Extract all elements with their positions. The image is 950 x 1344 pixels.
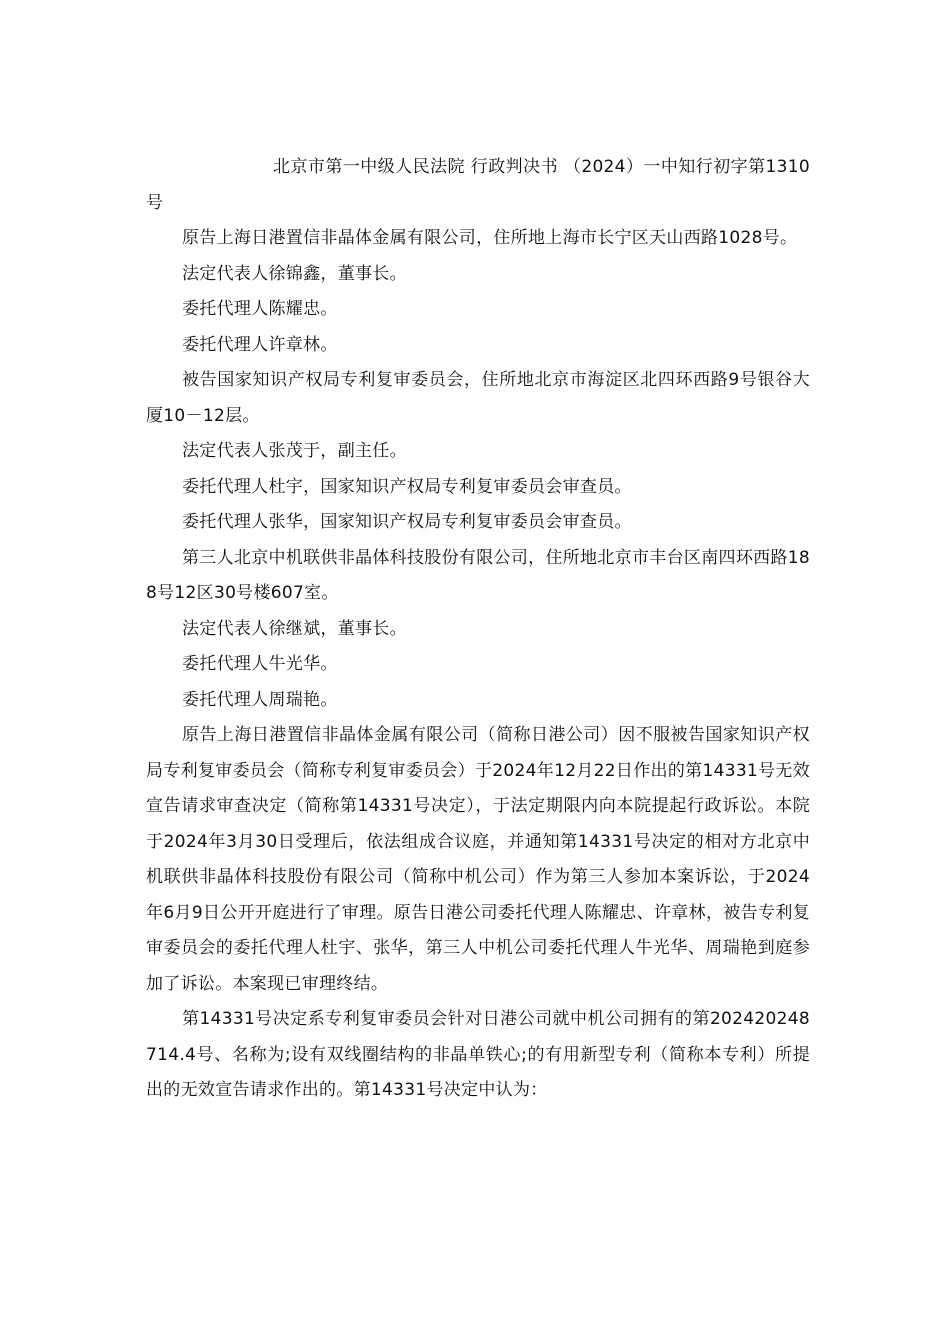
defendant-agent-1: 委托代理人杜宇，国家知识产权局专利复审委员会审查员。 — [182, 476, 632, 497]
decision-intro-paragraph: 第14331号决定系专利复审委员会针对日港公司就中机公司拥有的第202420248714.4号、名称为;设有双线圈结构的非晶单铁心;的有用新型专利（简称本专利）所提出的无效宣告请求作出的。第14331号决定中认为： — [146, 1009, 810, 1100]
plaintiff-agent-2: 委托代理人许章林。 — [182, 334, 338, 355]
document-body — [146, 150, 810, 1109]
third-party-agent-2: 委托代理人周瑞艳。 — [182, 689, 338, 710]
document-heading: 北京市第一中级人民法院 行政判决书 （2024）一中知行初字第1310号 — [146, 157, 810, 213]
case-history-paragraph: 原告上海日港置信非晶体金属有限公司（简称日港公司）因不服被告国家知识产权局专利复审委员会（简称专利复审委员会）于2024年12月22日作出的第14331号无效宣告请求审查决定（简称第14331号决定），于法定期限内向本院提起行政诉讼。本院于2024年3月30日受理后，依法组成合议庭，并通知第14331号决定的相对方北京中机联供非晶体科技股份有限公司（简称中机公司）作为第三人参加本案诉讼，于2024年6月9日公开开庭进行了审理。原告日港公司委托代理人陈耀忠、许章林，被告专利复审委员会的委托代理人杜宇、张华，第三人中机公司委托代理人牛光华、周瑞艳到庭参加了诉讼。本案现已审理终结。 — [146, 725, 810, 994]
plaintiff-legal-rep: 法定代表人徐锦鑫，董事长。 — [182, 263, 407, 284]
defendant-paragraph: 被告国家知识产权局专利复审委员会，住所地北京市海淀区北四环西路9号银谷大厦10－12层。 — [146, 370, 810, 426]
defendant-legal-rep: 法定代表人张茂于，副主任。 — [182, 441, 407, 461]
plaintiff-agent-1: 委托代理人陈耀忠。 — [182, 299, 338, 319]
third-party-legal-rep: 法定代表人徐继斌，董事长。 — [182, 618, 407, 639]
plaintiff-paragraph: 原告上海日港置信非晶体金属有限公司，住所地上海市长宁区天山西路1028号。 — [182, 228, 798, 248]
defendant-agent-2: 委托代理人张华，国家知识产权局专利复审委员会审查员。 — [182, 512, 632, 532]
third-party-agent-1: 委托代理人牛光华。 — [182, 654, 338, 674]
third-party-paragraph: 第三人北京中机联供非晶体科技股份有限公司，住所地北京市丰台区南四环西路188号12区30号楼607室。 — [146, 547, 810, 603]
